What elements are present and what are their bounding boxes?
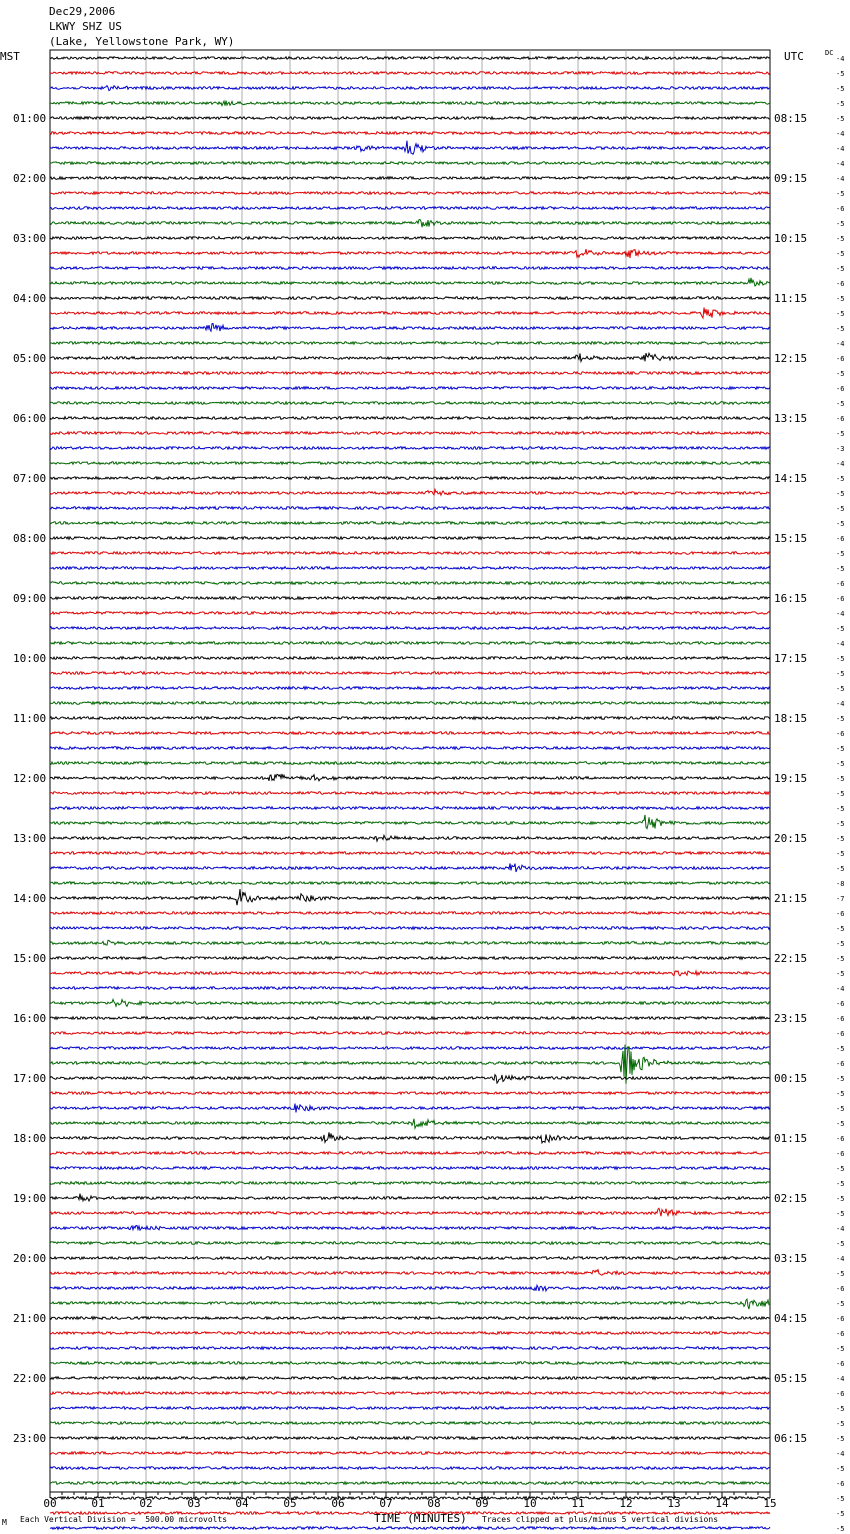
seismic-trace xyxy=(50,101,770,106)
seismic-trace xyxy=(50,1467,770,1470)
dc-offset-label: -4 xyxy=(836,130,845,138)
dc-offset-label: -5 xyxy=(836,505,845,513)
left-hour-label: 14:00 xyxy=(13,892,47,905)
dc-offset-label: -5 xyxy=(836,295,845,303)
seismic-trace xyxy=(50,489,770,495)
dc-offset-label: -5 xyxy=(836,1045,845,1053)
plot-date: Dec29,2006 xyxy=(49,5,116,18)
seismic-trace xyxy=(50,417,770,420)
seismic-trace xyxy=(50,1270,770,1276)
seismic-trace xyxy=(50,1407,770,1410)
dc-offset-label: -4 xyxy=(836,145,845,153)
dc-offset-label: -6 xyxy=(836,1030,845,1038)
dc-offset-label: -5 xyxy=(836,850,845,858)
right-hour-label: 16:15 xyxy=(774,592,808,605)
dc-offset-label: -5 xyxy=(836,865,845,873)
seismic-trace xyxy=(50,1317,770,1320)
seismic-trace xyxy=(50,1047,770,1050)
dc-offset-label: -5 xyxy=(836,1165,845,1173)
dc-offset-label: -5 xyxy=(836,550,845,558)
dc-offset-label: -5 xyxy=(836,970,845,978)
dc-offset-label: -5 xyxy=(836,775,845,783)
right-timezone-label: UTC xyxy=(784,50,804,63)
dc-offset-label: -4 xyxy=(836,460,845,468)
seismic-trace xyxy=(50,815,770,829)
x-tick-label: 03 xyxy=(187,1497,201,1510)
dc-offset-label: -5 xyxy=(836,1405,845,1413)
x-tick-label: 11 xyxy=(571,1497,585,1510)
x-tick-label: 08 xyxy=(427,1497,441,1510)
left-hour-label: 20:00 xyxy=(13,1252,47,1265)
seismic-trace xyxy=(50,447,770,450)
dc-offset-label: -5 xyxy=(836,235,845,243)
dc-offset-label: -3 xyxy=(836,445,845,453)
right-hour-label: 02:15 xyxy=(774,1192,808,1205)
left-hour-label: 18:00 xyxy=(13,1132,47,1145)
dc-offset-label: -6 xyxy=(836,1015,845,1023)
left-hour-label: 22:00 xyxy=(13,1372,47,1385)
right-hour-label: 20:15 xyxy=(774,832,808,845)
dc-offset-label: -6 xyxy=(836,1000,845,1008)
dc-offset-label: -5 xyxy=(836,190,845,198)
seismic-trace xyxy=(50,86,770,91)
seismic-trace xyxy=(50,1152,770,1155)
seismic-trace xyxy=(50,567,770,570)
seismic-trace xyxy=(50,732,770,735)
dc-offset-label: -5 xyxy=(836,565,845,573)
left-hour-label: 08:00 xyxy=(13,532,47,545)
dc-offset-label: -6 xyxy=(836,1150,845,1158)
dc-offset-label: -5 xyxy=(836,250,845,258)
dc-offset-label: -6 xyxy=(836,1480,845,1488)
dc-offset-label: -4 xyxy=(836,175,845,183)
seismic-trace xyxy=(50,774,770,781)
seismic-trace xyxy=(50,552,770,555)
dc-offset-label: -5 xyxy=(836,115,845,123)
right-hour-label: 03:15 xyxy=(774,1252,808,1265)
seismic-trace xyxy=(50,402,770,405)
left-hour-label: 12:00 xyxy=(13,772,47,785)
right-hour-label: 05:15 xyxy=(774,1372,808,1385)
dc-offset-label: -4 xyxy=(836,1255,845,1263)
dc-offset-label: -4 xyxy=(836,160,845,168)
seismic-trace xyxy=(50,582,770,585)
seismic-trace xyxy=(50,1299,770,1309)
seismic-trace xyxy=(50,220,770,228)
seismic-trace xyxy=(50,702,770,705)
right-hour-label: 10:15 xyxy=(774,232,808,245)
dc-offset-label: -4 xyxy=(836,610,845,618)
seismic-trace xyxy=(50,987,770,990)
seismic-trace xyxy=(50,597,770,600)
seismic-trace xyxy=(50,852,770,855)
seismic-trace xyxy=(50,1377,770,1380)
dc-offset-label: -8 xyxy=(836,880,845,888)
seismic-trace xyxy=(50,1119,770,1128)
right-hour-label: 06:15 xyxy=(774,1432,808,1445)
seismic-trace xyxy=(50,72,770,75)
left-hour-label: 21:00 xyxy=(13,1312,47,1325)
dc-offset-label: -5 xyxy=(836,370,845,378)
seismic-trace xyxy=(50,957,770,960)
seismic-trace xyxy=(50,308,770,319)
seismic-trace xyxy=(50,477,770,480)
seismic-trace xyxy=(50,642,770,645)
seismic-trace xyxy=(50,324,770,332)
seismic-trace xyxy=(50,387,770,390)
dc-offset-label: -5 xyxy=(836,940,845,948)
x-axis-title: TIME (MINUTES) xyxy=(374,1512,467,1525)
dc-offset-label: -5 xyxy=(836,1240,845,1248)
left-hour-label: 09:00 xyxy=(13,592,47,605)
dc-offset-label: -4 xyxy=(836,640,845,648)
left-hour-label: 05:00 xyxy=(13,352,47,365)
seismic-trace xyxy=(50,1194,770,1201)
left-hour-label: 17:00 xyxy=(13,1072,47,1085)
seismic-trace xyxy=(50,1167,770,1170)
left-hour-label: 11:00 xyxy=(13,712,47,725)
seismic-trace xyxy=(50,207,770,210)
seismic-trace xyxy=(50,1392,770,1395)
seismic-trace xyxy=(50,672,770,675)
dc-offset-label: -5 xyxy=(836,1195,845,1203)
dc-offset-label: -6 xyxy=(836,355,845,363)
dc-offset-label: -4 xyxy=(836,55,845,63)
right-hour-label: 08:15 xyxy=(774,112,808,125)
dc-offset-label: -6 xyxy=(836,1315,845,1323)
dc-offset-label: -4 xyxy=(836,340,845,348)
dc-offset-label: -5 xyxy=(836,85,845,93)
dc-offset-label: -5 xyxy=(836,520,845,528)
dc-offset-label: -5 xyxy=(836,220,845,228)
x-tick-label: 14 xyxy=(715,1497,729,1510)
right-hour-label: 18:15 xyxy=(774,712,808,725)
left-hour-label: 16:00 xyxy=(13,1012,47,1025)
seismic-trace xyxy=(50,462,770,465)
seismic-trace xyxy=(50,717,770,720)
seismic-trace xyxy=(50,1032,770,1035)
left-hour-label: 04:00 xyxy=(13,292,47,305)
seismic-trace xyxy=(50,940,770,945)
dc-offset-label: -5 xyxy=(836,1525,845,1533)
seismic-trace xyxy=(50,792,770,795)
dc-offset-label: -5 xyxy=(836,1075,845,1083)
left-hour-label: 01:00 xyxy=(13,112,47,125)
right-hour-label: 14:15 xyxy=(774,472,808,485)
seismic-trace xyxy=(50,927,770,930)
seismic-trace xyxy=(50,1497,770,1500)
dc-offset-label: -5 xyxy=(836,70,845,78)
dc-offset-label: -5 xyxy=(836,655,845,663)
dc-offset-label: -5 xyxy=(836,1510,845,1518)
dc-offset-label: -5 xyxy=(836,400,845,408)
seismic-trace xyxy=(50,889,770,905)
dc-offset-label: -6 xyxy=(836,910,845,918)
seismic-trace xyxy=(50,297,770,300)
left-hour-label: 10:00 xyxy=(13,652,47,665)
seismic-trace xyxy=(50,507,770,510)
x-tick-label: 09 xyxy=(475,1497,489,1510)
seismic-trace xyxy=(50,1285,770,1291)
dc-offset-label: -5 xyxy=(836,820,845,828)
dc-offset-label: -5 xyxy=(836,670,845,678)
corner-mark: M xyxy=(2,1518,7,1527)
dc-offset-label: -5 xyxy=(836,1345,845,1353)
dc-offset-label: -6 xyxy=(836,1285,845,1293)
seismic-trace xyxy=(50,864,770,873)
seismic-trace xyxy=(50,177,770,180)
seismic-trace xyxy=(50,1482,770,1485)
left-hour-label: 06:00 xyxy=(13,412,47,425)
seismic-trace xyxy=(50,807,770,810)
dc-offset-label: -6 xyxy=(836,730,845,738)
dc-offset-label: -6 xyxy=(836,205,845,213)
dc-offset-label: -4 xyxy=(836,985,845,993)
seismic-trace xyxy=(50,1362,770,1365)
x-tick-label: 02 xyxy=(139,1497,153,1510)
seismic-trace xyxy=(50,1017,770,1020)
seismic-trace xyxy=(50,1332,770,1335)
seismic-trace xyxy=(50,57,770,60)
dc-offset-label: -6 xyxy=(836,1330,845,1338)
left-hour-label: 03:00 xyxy=(13,232,47,245)
dc-offset-label: -6 xyxy=(836,535,845,543)
x-tick-label: 04 xyxy=(235,1497,249,1510)
station-code: LKWY SHZ US xyxy=(49,20,122,33)
left-timezone-label: MST xyxy=(0,50,20,63)
dc-offset-label: -5 xyxy=(836,1435,845,1443)
dc-offset-label: -5 xyxy=(836,310,845,318)
seismic-trace xyxy=(50,747,770,750)
right-hour-label: 01:15 xyxy=(774,1132,808,1145)
seismic-trace xyxy=(50,687,770,690)
right-hour-label: 04:15 xyxy=(774,1312,808,1325)
dc-offset-label: -5 xyxy=(836,745,845,753)
dc-offset-label: -5 xyxy=(836,1120,845,1128)
dc-offset-label: -6 xyxy=(836,415,845,423)
x-tick-label: 13 xyxy=(667,1497,681,1510)
right-hour-label: 15:15 xyxy=(774,532,808,545)
seismic-trace xyxy=(50,162,770,165)
dc-offset-label: -6 xyxy=(836,1390,845,1398)
dc-offset-label: -5 xyxy=(836,760,845,768)
seismic-trace xyxy=(50,522,770,525)
seismic-trace xyxy=(50,141,770,155)
seismic-trace xyxy=(50,1437,770,1440)
seismic-trace xyxy=(50,1104,770,1113)
right-hour-label: 11:15 xyxy=(774,292,808,305)
x-tick-label: 01 xyxy=(91,1497,105,1510)
right-hour-label: 09:15 xyxy=(774,172,808,185)
dc-offset-label: -5 xyxy=(836,265,845,273)
dc-offset-label: -5 xyxy=(836,925,845,933)
dc-offset-label: -7 xyxy=(836,895,845,903)
dc-offset-label: -6 xyxy=(836,385,845,393)
right-hour-label: 12:15 xyxy=(774,352,808,365)
seismic-trace xyxy=(50,353,770,361)
left-hour-label: 23:00 xyxy=(13,1432,47,1445)
left-hour-label: 15:00 xyxy=(13,952,47,965)
seismic-trace xyxy=(50,971,770,976)
seismic-trace xyxy=(50,1226,770,1231)
x-tick-label: 05 xyxy=(283,1497,297,1510)
x-tick-label: 00 xyxy=(43,1497,57,1510)
station-location: (Lake, Yellowstone Park, WY) xyxy=(49,35,235,48)
seismic-trace xyxy=(50,267,770,270)
seismic-trace xyxy=(50,432,770,435)
seismic-trace xyxy=(50,1452,770,1455)
seismic-trace xyxy=(50,1092,770,1095)
x-tick-label: 06 xyxy=(331,1497,345,1510)
dc-offset-label: -5 xyxy=(836,805,845,813)
scale-note: Each Vertical Division = 500.00 microvolts xyxy=(20,1515,228,1524)
x-tick-label: 10 xyxy=(523,1497,537,1510)
seismic-trace xyxy=(50,882,770,885)
seismic-trace xyxy=(50,612,770,615)
right-hour-label: 17:15 xyxy=(774,652,808,665)
seismic-trace xyxy=(50,342,770,345)
seismic-trace xyxy=(50,1075,770,1083)
left-hour-label: 19:00 xyxy=(13,1192,47,1205)
dc-offset-label: -5 xyxy=(836,1210,845,1218)
dc-offset-label: -5 xyxy=(836,100,845,108)
dc-offset-label: -5 xyxy=(836,490,845,498)
seismic-trace xyxy=(50,132,770,135)
dc-offset-label: -6 xyxy=(836,580,845,588)
seismic-trace xyxy=(50,835,770,841)
seismic-trace xyxy=(50,912,770,915)
x-tick-label: 07 xyxy=(379,1497,393,1510)
dc-offset-label: -5 xyxy=(836,1105,845,1113)
dc-offset-label: -5 xyxy=(836,1495,845,1503)
dc-offset-label: -6 xyxy=(836,280,845,288)
seismic-trace xyxy=(50,1182,770,1185)
dc-offset-label: -6 xyxy=(836,595,845,603)
dc-offset-label: -4 xyxy=(836,1375,845,1383)
dc-label: DC xyxy=(825,49,834,57)
dc-offset-label: -5 xyxy=(836,1180,845,1188)
seismic-trace xyxy=(50,117,770,120)
dc-offset-label: -4 xyxy=(836,700,845,708)
dc-offset-label: -5 xyxy=(836,1465,845,1473)
right-hour-label: 21:15 xyxy=(774,892,808,905)
dc-offset-label: -5 xyxy=(836,1300,845,1308)
dc-offset-label: -5 xyxy=(836,955,845,963)
dc-offset-label: -4 xyxy=(836,1225,845,1233)
dc-offset-label: -5 xyxy=(836,790,845,798)
dc-offset-label: -5 xyxy=(836,430,845,438)
dc-offset-label: -6 xyxy=(836,1360,845,1368)
seismic-trace xyxy=(50,192,770,195)
seismic-trace xyxy=(50,762,770,765)
seismic-trace xyxy=(50,1132,770,1143)
right-hour-label: 22:15 xyxy=(774,952,808,965)
right-hour-label: 00:15 xyxy=(774,1072,808,1085)
seismic-trace xyxy=(50,657,770,660)
dc-offset-label: -4 xyxy=(836,1450,845,1458)
right-hour-label: 23:15 xyxy=(774,1012,808,1025)
dc-offset-label: -5 xyxy=(836,715,845,723)
right-hour-label: 19:15 xyxy=(774,772,808,785)
seismic-trace xyxy=(50,1208,770,1216)
dc-offset-label: -5 xyxy=(836,835,845,843)
seismic-trace xyxy=(50,372,770,375)
left-hour-label: 13:00 xyxy=(13,832,47,845)
seismic-trace xyxy=(50,249,770,258)
x-tick-label: 15 xyxy=(763,1497,777,1510)
dc-offset-label: -5 xyxy=(836,475,845,483)
dc-offset-label: -6 xyxy=(836,1135,845,1143)
seismic-trace xyxy=(50,1527,770,1530)
seismic-trace xyxy=(50,1242,770,1245)
right-hour-label: 13:15 xyxy=(774,412,808,425)
dc-offset-label: -5 xyxy=(836,685,845,693)
left-hour-label: 02:00 xyxy=(13,172,47,185)
left-hour-label: 07:00 xyxy=(13,472,47,485)
dc-offset-label: -5 xyxy=(836,1270,845,1278)
dc-offset-label: -5 xyxy=(836,1090,845,1098)
seismic-trace xyxy=(50,627,770,630)
dc-offset-label: -5 xyxy=(836,325,845,333)
seismic-trace xyxy=(50,537,770,540)
seismic-trace xyxy=(50,1422,770,1425)
dc-offset-label: -5 xyxy=(836,625,845,633)
x-tick-label: 12 xyxy=(619,1497,633,1510)
seismic-trace xyxy=(50,237,770,240)
dc-offset-label: -5 xyxy=(836,1420,845,1428)
seismic-trace xyxy=(50,999,770,1006)
seismic-trace xyxy=(50,1347,770,1350)
seismic-trace xyxy=(50,278,770,286)
dc-offset-label: -6 xyxy=(836,1060,845,1068)
clip-note: Traces clipped at plus/minus 5 vertical divisions xyxy=(482,1515,719,1524)
seismic-trace xyxy=(50,1257,770,1260)
